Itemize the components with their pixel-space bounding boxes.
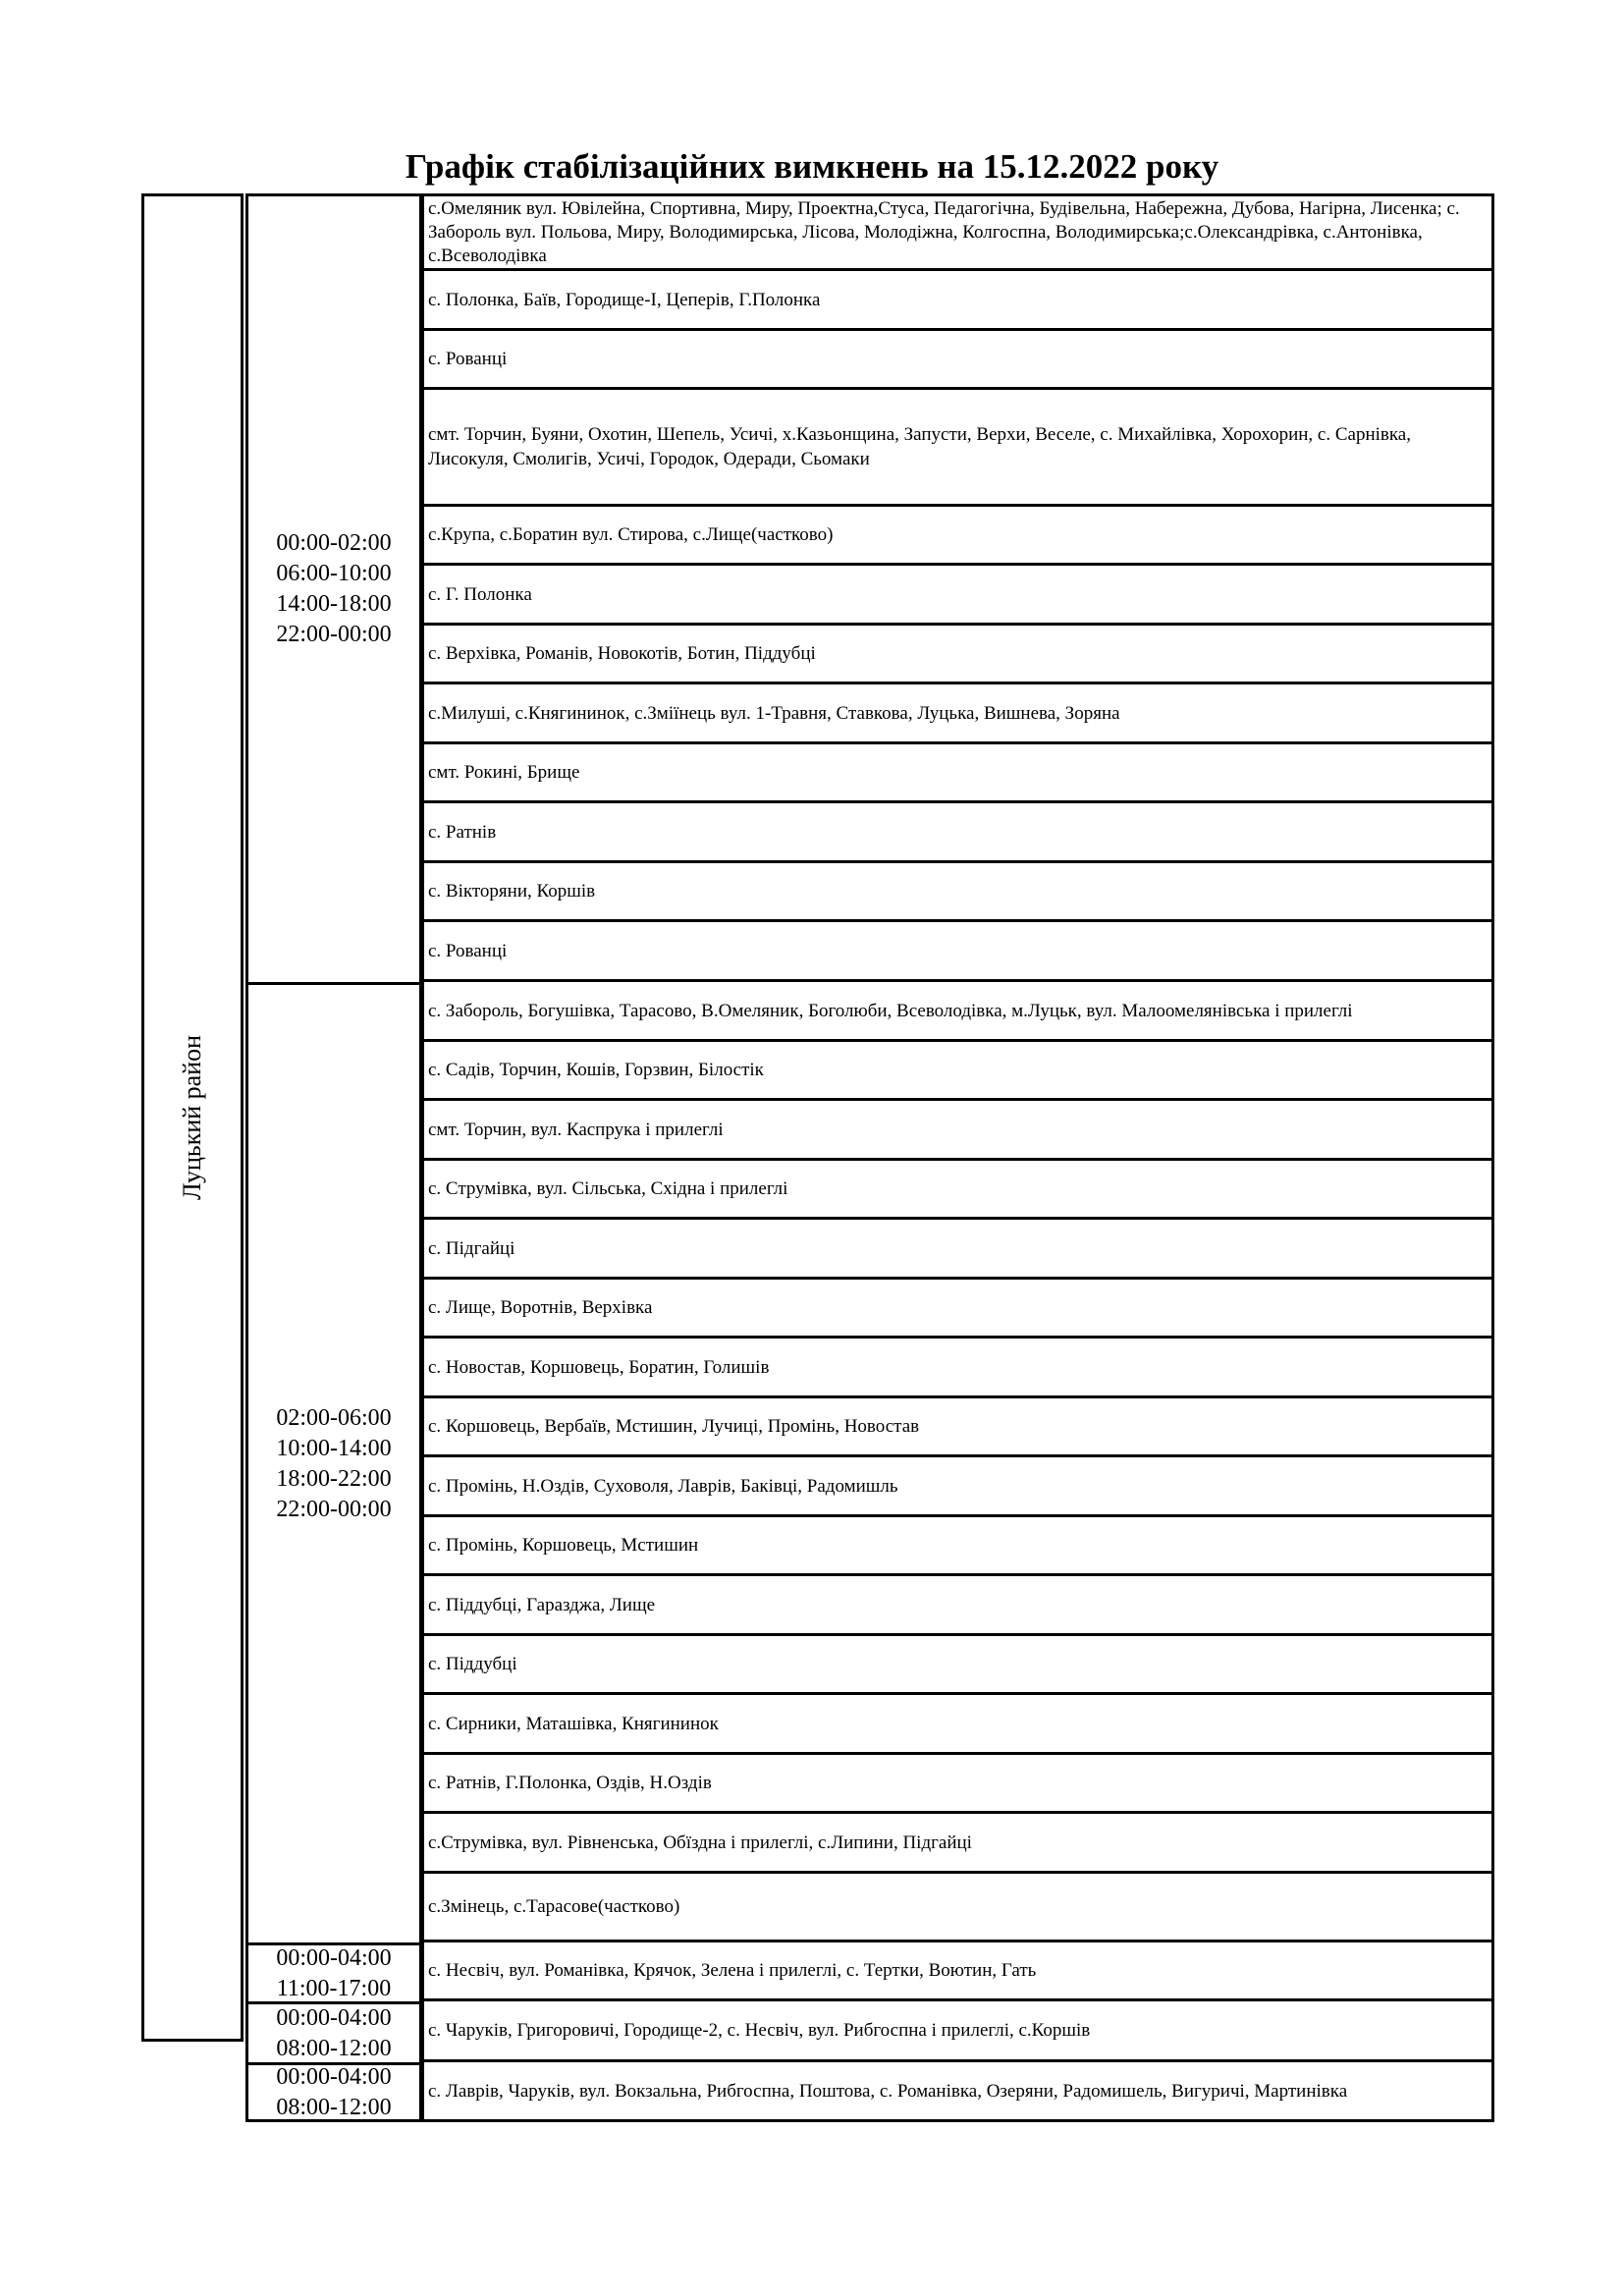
time-slot: 02:00-06:00 <box>276 1404 392 1431</box>
location-row: с.Змінець, с.Тарасове(частково) <box>421 1871 1494 1942</box>
location-row: с.Милуші, с.Княгининок, с.Зміїнець вул. 1-Травня, Ставкова, Луцька, Вишнева, Зоряна <box>421 682 1494 744</box>
time-cell-group-1 <box>245 193 422 985</box>
location-row: смт. Торчин, Буяни, Охотин, Шепель, Усичі, х.Казьонщина, Запусти, Верхи, Веселе, с. Михайлівка, Хорохорин, с. Сарнівка, Лисокуля, Смолигів, Усичі, Городок, Одеради, Сьомаки <box>421 387 1494 507</box>
location-row: с.Крупа, с.Боратин вул. Стирова, с.Лище(частково) <box>421 504 1494 566</box>
location-row: смт. Рокині, Брище <box>421 741 1494 803</box>
location-row: с. Вікторяни, Коршів <box>421 860 1494 922</box>
location-row: с. Чаруків, Григоровичі, Городище-2, с. Несвіч, вул. Рибгоспна і прилеглі, с.Коршів <box>421 1998 1494 2062</box>
location-row: с. Рованці <box>421 328 1494 390</box>
district-cell <box>141 193 244 2042</box>
location-row: с. Піддубці, Гаразджа, Лище <box>421 1573 1494 1636</box>
location-row: с. Несвіч, вул. Романівка, Крячок, Зелена і прилеглі, с. Тертки, Воютин, Гать <box>421 1940 1494 2001</box>
location-row: с. Промінь, Коршовець, Мстишин <box>421 1514 1494 1576</box>
location-row: смт. Торчин, вул. Каспрука і прилеглі <box>421 1098 1494 1161</box>
time-slot: 06:00-10:00 <box>276 561 392 586</box>
time-slot: 18:00-22:00 <box>276 1465 392 1492</box>
location-row: с. Промінь, Н.Оздів, Суховоля, Лаврів, Баківці, Радомишль <box>421 1454 1494 1517</box>
time-slot: 08:00-12:00 <box>276 2035 392 2061</box>
location-row: с. Струмівка, вул. Сільська, Східна і прилеглі <box>421 1158 1494 1220</box>
location-row: с. Ратнів, Г.Полонка, Оздів, Н.Оздів <box>421 1752 1494 1814</box>
location-row: с. Полонка, Баїв, Городище-І, Цеперів, Г.Полонка <box>421 268 1494 331</box>
location-row: с. Ратнів <box>421 800 1494 863</box>
time-cell-group-4 <box>245 2001 422 2065</box>
time-slot: 08:00-12:00 <box>276 2094 392 2120</box>
location-row: с. Підгайці <box>421 1217 1494 1280</box>
location-row: с. Верхівка, Романів, Новокотів, Ботин, Піддубці <box>421 623 1494 684</box>
location-row: с.Омеляник вул. Ювілейна, Спортивна, Миру, Проектна,Стуса, Педагогічна, Будівельна, Набережна, Дубова, Нагірна, Лисенка; с. Забороль вул. Польова, Миру, Володимирська, Лісова, Молодіжна, Колгоспна, Володимирська;с.Олександрівка, с.Антонівка, с.Всеволодівка <box>421 193 1494 271</box>
time-cell-group-2 <box>245 982 422 1945</box>
time-slot: 00:00-02:00 <box>276 530 392 556</box>
location-row: с. Новостав, Коршовець, Боратин, Голишів <box>421 1336 1494 1398</box>
location-row: с. Г. Полонка <box>421 563 1494 626</box>
location-row: с.Струмівка, вул. Рівненська, Обїздна і прилеглі, с.Липини, Підгайці <box>421 1811 1494 1874</box>
time-slot: 22:00-00:00 <box>276 622 392 647</box>
time-slot: 00:00-04:00 <box>276 2004 392 2031</box>
location-row: с. Садів, Торчин, Кошів, Горзвин, Білостік <box>421 1039 1494 1101</box>
time-slot: 00:00-04:00 <box>276 2063 392 2090</box>
time-slot: 00:00-04:00 <box>276 1944 392 1971</box>
location-row: с. Коршовець, Вербаїв, Мстишин, Лучиці, Промінь, Новостав <box>421 1395 1494 1457</box>
location-row: с. Сирники, Маташівка, Княгининок <box>421 1692 1494 1755</box>
location-row: с. Лище, Воротнів, Верхівка <box>421 1277 1494 1339</box>
time-slot: 11:00-17:00 <box>276 1975 392 2001</box>
time-slot: 14:00-18:00 <box>276 591 392 617</box>
time-cell-group-5 <box>245 2062 422 2122</box>
time-slot: 22:00-00:00 <box>276 1496 392 1522</box>
district-label: Луцький район <box>178 1034 206 1201</box>
time-slot: 10:00-14:00 <box>276 1435 392 1461</box>
location-row: с. Забороль, Богушівка, Тарасово, В.Омеляник, Боголюби, Всеволодівка, м.Луцьк, вул. Малоомелянівська і прилеглі <box>421 979 1494 1042</box>
location-row: с. Рованці <box>421 919 1494 982</box>
time-cell-group-3 <box>245 1942 422 2004</box>
location-row: с. Лаврів, Чаруків, вул. Вокзальна, Рибгоспна, Поштова, с. Романівка, Озеряни, Радомишель, Вигуричі, Мартинівка <box>421 2059 1494 2122</box>
location-row: с. Піддубці <box>421 1633 1494 1695</box>
page-title: Графік стабілізаційних вимкнень на 15.12.2022 року <box>405 147 1219 186</box>
